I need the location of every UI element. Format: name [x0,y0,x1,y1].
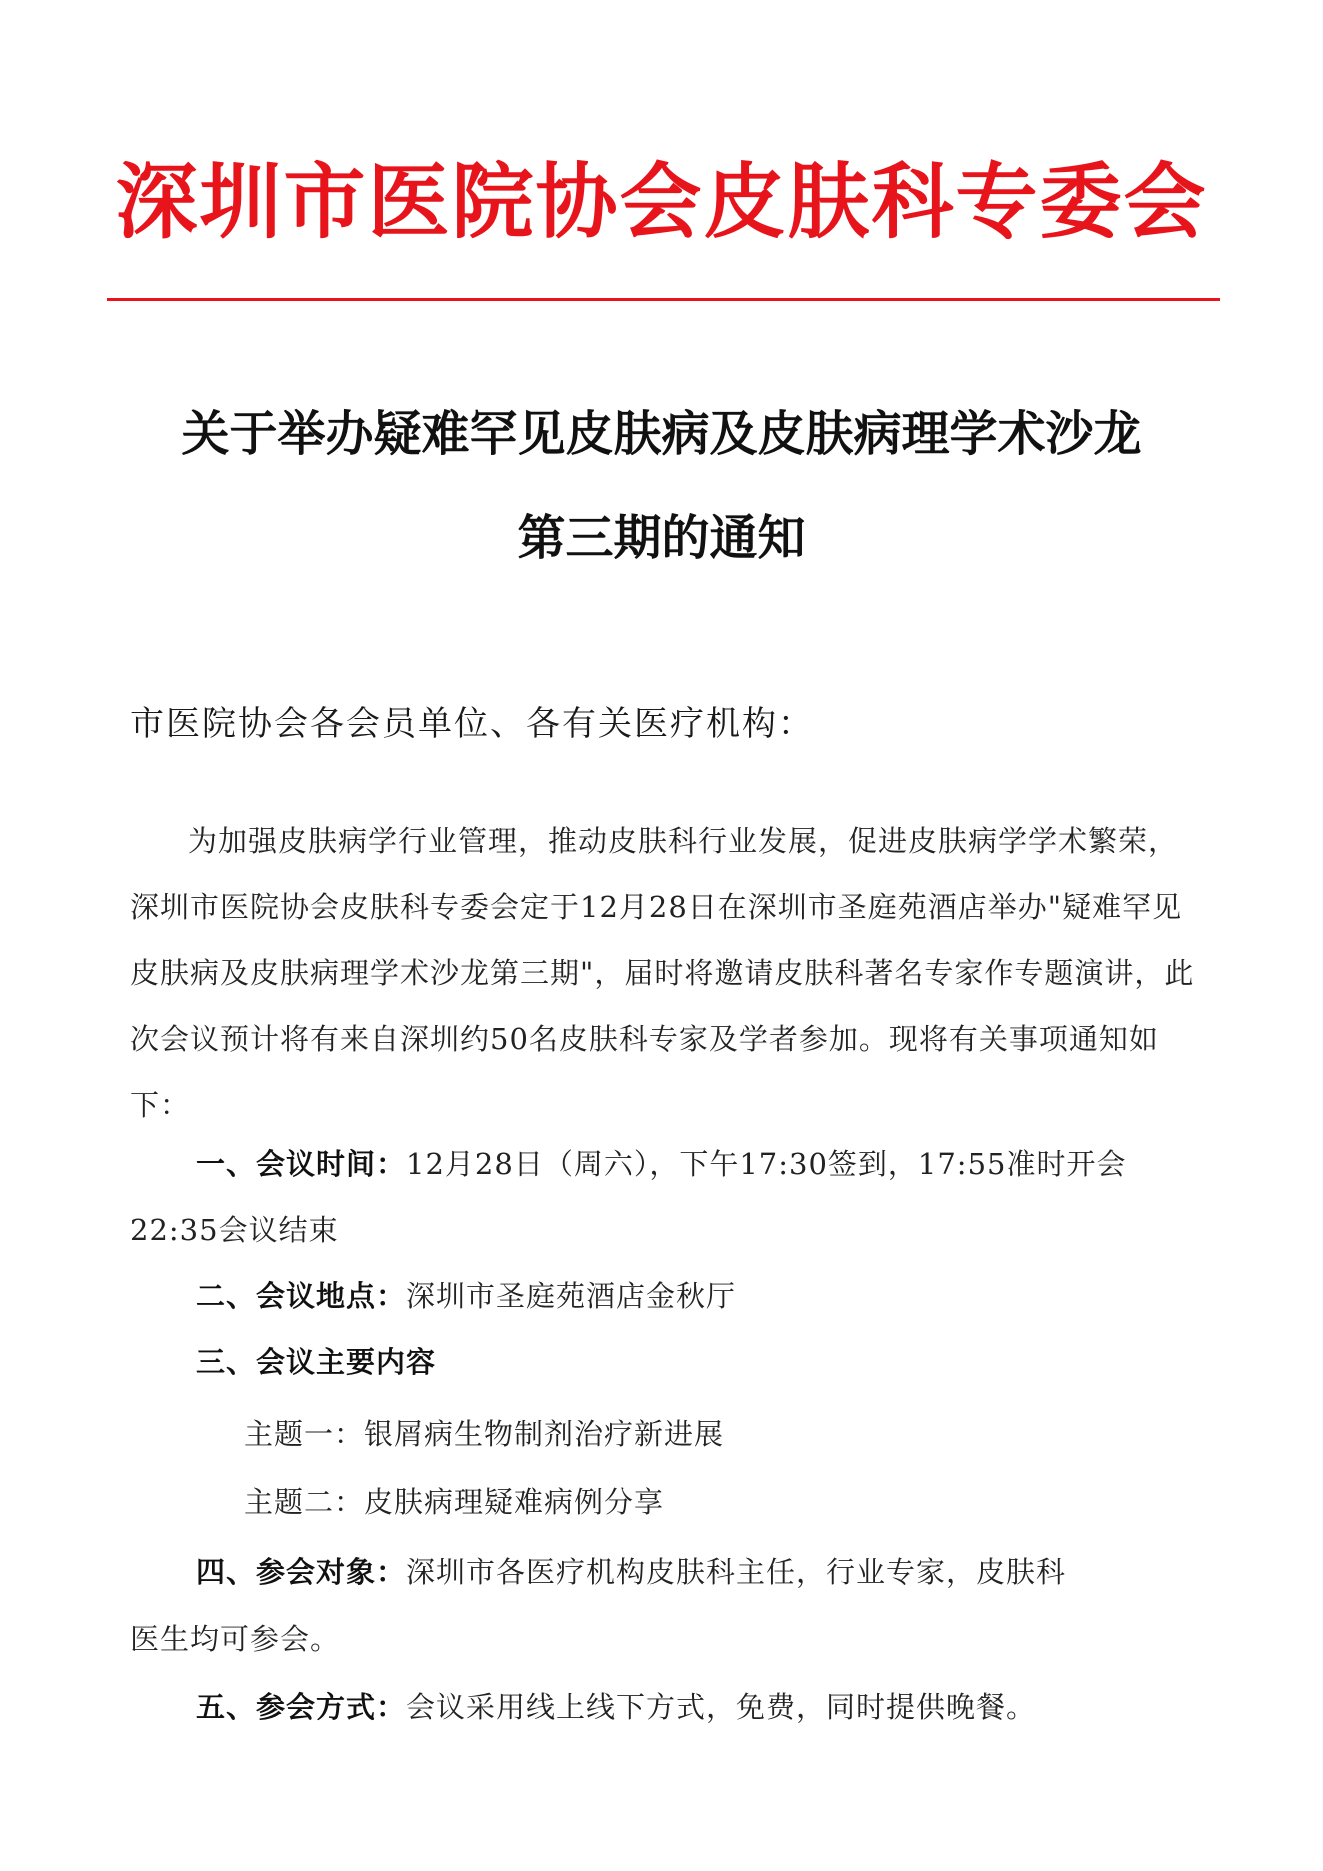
item-meeting-content [196,1340,436,1384]
letterhead-title: 深圳市医院协会皮肤科专委会 [115,155,1208,250]
item-attendance-mode [196,1685,1036,1729]
topic-one: 主题一：银屑病生物制剂治疗新进展 [244,1417,725,1451]
item-meeting-place [196,1274,736,1318]
intro-paragraph: 为加强皮肤病学行业管理，推动皮肤科行业发展，促进皮肤病学学术繁荣，深圳市医院协会皮肤科专委会定于12月28日在深圳市圣庭苑酒店举办"疑难罕见皮肤病及皮肤病理学术沙龙第三期"，届时将邀请皮肤科著名专家作专题演讲，此次会议预计将有来自深圳约50名皮肤科专家及学者参加。现将有关事项通知如下： [130,824,1195,1122]
item-audience [196,1550,1066,1594]
topic-two: 主题二：皮肤病理疑难病例分享 [244,1485,665,1519]
attendance-mode-value: 会议采用线上线下方式，免费，同时提供晚餐。 [406,1690,1037,1724]
meeting-time-label: 一、会议时间： [196,1147,407,1181]
notice-title-line2: 第三期的通知 [517,510,806,566]
meeting-time-value: 12月28日（周六），下午17:30签到，17:55准时开会 [406,1147,1127,1181]
letterhead-divider [107,298,1220,301]
salutation: 市医院协会各会员单位、各有关医疗机构： [130,704,814,744]
notice-title-line1: 关于举办疑难罕见皮肤病及皮肤病理学术沙龙 [181,406,1142,462]
meeting-place-label: 二、会议地点： [196,1279,407,1313]
attendance-mode-label: 五、参会方式： [196,1690,407,1724]
meeting-end-time: 22:35会议结束 [130,1213,339,1247]
meeting-place-value: 深圳市圣庭苑酒店金秋厅 [406,1279,737,1313]
audience-continued: 医生均可参会。 [130,1622,341,1656]
item-meeting-time [196,1142,1126,1186]
meeting-content-label: 三、会议主要内容 [196,1345,437,1379]
audience-value: 深圳市各医疗机构皮肤科主任，行业专家，皮肤科 [406,1555,1067,1589]
audience-label: 四、参会对象： [196,1555,407,1589]
